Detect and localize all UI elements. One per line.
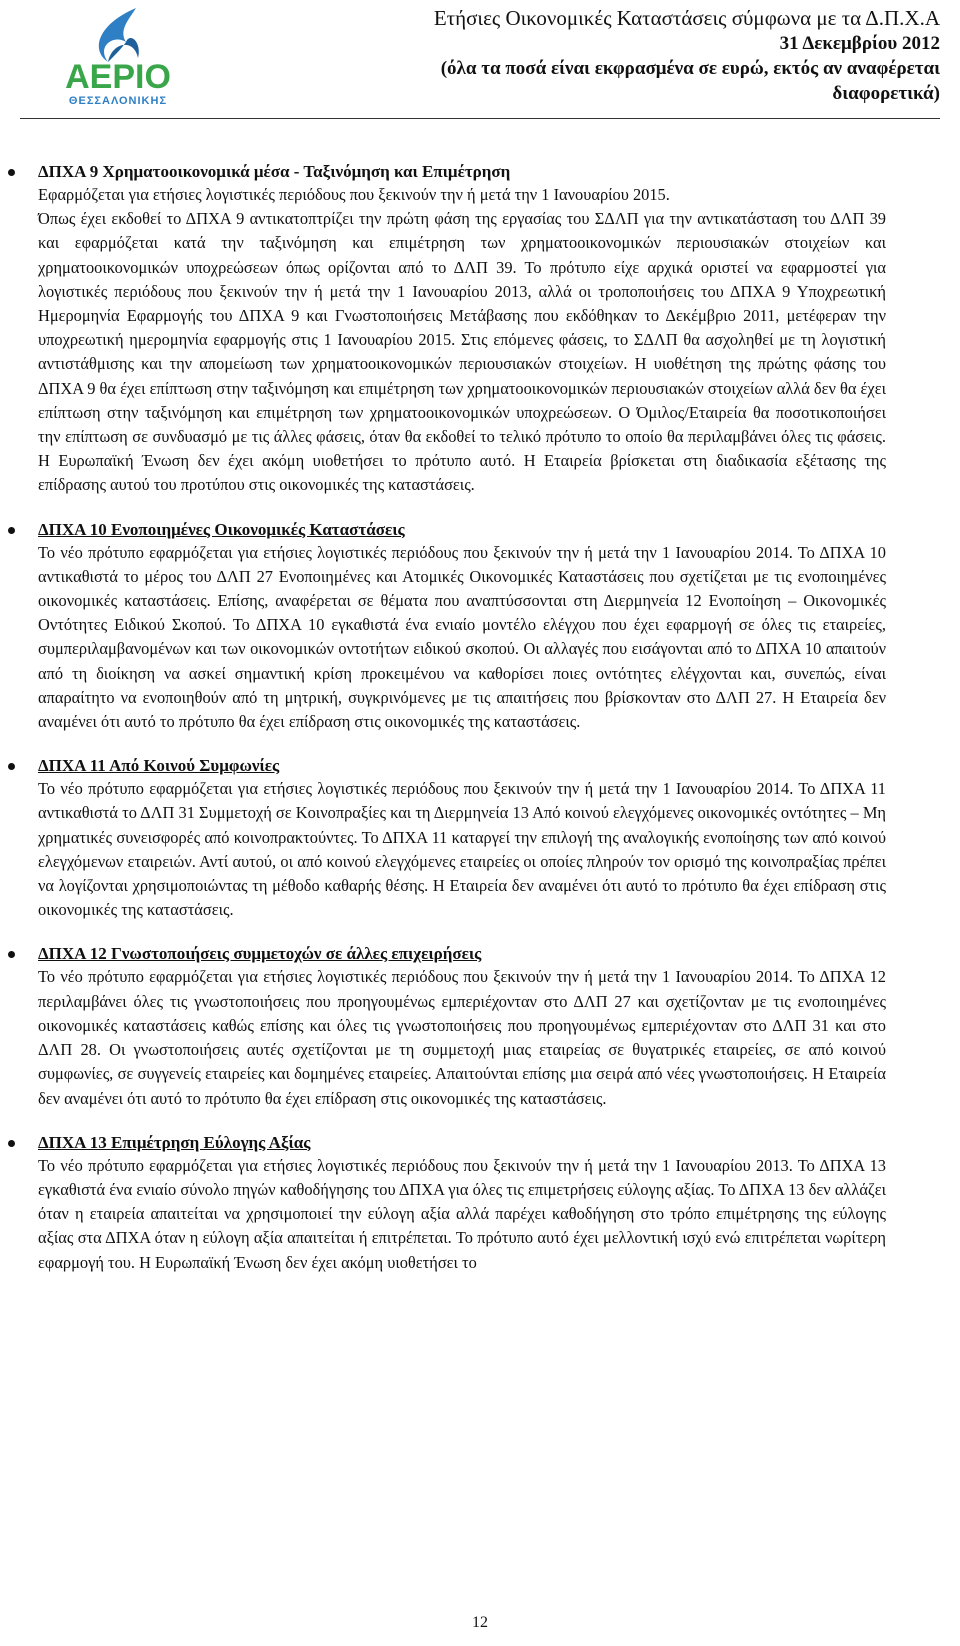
section-title: ΔΠΧΑ 12 Γνωστοποιήσεις συμμετοχών σε άλλες επιχειρήσεις — [38, 944, 482, 964]
section-title: ΔΠΧΑ 13 Επιμέτρηση Εύλογης Αξίας — [38, 1132, 311, 1152]
flame-logo-icon — [38, 2, 198, 112]
company-logo — [38, 2, 198, 112]
section-title: ΔΠΧΑ 11 Από Κοινού Συμφωνίες — [38, 756, 280, 776]
section-body: Όπως έχει εκδοθεί το ΔΠΧΑ 9 αντικατοπτρίζει την πρώτη φάση της εργασίας του ΣΔΛΠ για την αντικατάσταση του ΔΛΠ 39 και εφαρμόζεται κατά την ταξινόμηση και επιμέτρηση των χρηματοοικονομικών περιουσιακών στοιχείων και χρηματοοικονομικών υποχρεώσεων όπως ορίζονται από το ΔΛΠ 39. Το πρότυπο είχε αρχικά οριστεί να εφαρμοστεί για λογιστικές περιόδους που ξεκινούν την ή μετά την 1 Ιανουαρίου 2013, αλλά οι τροποποιήσεις του ΔΠΧΑ 9 Υποχρεωτική Ημερομηνία Εφαρμογής του ΔΠΧΑ 9 και Γνωστοποιήσεις Μετάβασης που εκδόθηκαν το Δεκέμβριο 2011, μετέφεραν την υποχρεωτική ημερομηνία εφαρμογής στις 1 Ιανουαρίου 2015. Στις επόμενες φάσεις, το ΣΔΛΠ θα ασχοληθεί με τη λογιστική αντιστάθμισης και την απομείωση των χρηματοοικονομικών περιουσιακών στοιχείων. Η υιοθέτηση της πρώτης φάσης του ΔΠΧΑ 9 θα έχει επίπτωση στην ταξινόμηση και επιμέτρηση των χρηματοοικονομικών περιουσιακών στοιχείων αλλά δεν θα έχει επίπτωση στην ταξινόμηση και επιμέτρηση των χρηματοοικονομικών υποχρεώσεων. Ο Όμιλος/Εταιρεία θα ποσοτικοποιήσει την επίπτωση σε συνδυασμό με τις άλλες φάσεις, όταν θα εκδοθεί το τελικό πρότυπο το οποίο θα περιλαμβάνει όλες τις φάσεις. Η Ευρωπαϊκή Ένωση δεν έχει ακόμη υιοθετήσει το πρότυπο αυτό. Η Εταιρεία βρίσκεται στη διαδικασία εξέτασης της επίδρασης αυτού του προτύπου στις οικονομικές της καταστάσεις. — [38, 209, 886, 495]
section-body: Το νέο πρότυπο εφαρμόζεται για ετήσιες λογιστικές περιόδους που ξεκινούν την ή μετά την 1 Ιανουαρίου 2014. Το ΔΠΧΑ 12 περιλαμβάνει όλες τις γνωστοποιήσεις που προηγουμένως εμπεριέχονταν στο ΔΛΠ 27 και σχετίζονταν με τις ενοποιημένες οικονομικές καταστάσεις καθώς επίσης και όλες τις γνωστοποιήσεις που προηγουμένως εμπεριέχονταν στο ΔΛΠ 31 και στο ΔΛΠ 28. Οι γνωστοποιήσεις αυτές σχετίζονται με τη συμμετοχή μιας εταιρείας σε θυγατρικές εταιρείες, σε από κοινού συμφωνίες, σε συγγενείς εταιρείες και δομημένες εταιρείες. Απαιτούνται επίσης μια σειρά από νέες γνωστοποιήσεις. Η Εταιρεία δεν αναμένει ότι αυτό το πρότυπο θα έχει επίδραση στις οικονομικές της καταστάσεις. — [38, 967, 886, 1108]
section-body: Το νέο πρότυπο εφαρμόζεται για ετήσιες λογιστικές περιόδους που ξεκινούν την ή μετά την 1 Ιανουαρίου 2013. Το ΔΠΧΑ 13 εγκαθιστά ένα ενιαίο σύνολο πηγών καθοδήγησης του ΔΠΧΑ για όλες τις επιμετρήσεις εύλογης αξίας. Το ΔΠΧΑ 13 δεν αλλάζει όταν η εταιρεία απαιτείται να χρησιμοποιεί την εύλογη αξία αλλά παρέχει καθοδήγηση στο τρόπο επιμέτρησης της εύλογης αξίας στα ΔΠΧΑ όταν η εύλογη αξία απαιτείται ή επιτρέπεται. Το πρότυπο αυτό έχει μελλοντική ισχύ ενώ επιτρέπεται νωρίτερη εφαρμογή του. Η Ευρωπαϊκή Ένωση δεν έχει ακόμη υιοθετήσει το — [38, 1155, 886, 1272]
section-body: Το νέο πρότυπο εφαρμόζεται για ετήσιες λογιστικές περιόδους που ξεκινούν την ή μετά την 1 Ιανουαρίου 2014. Το ΔΠΧΑ 11 αντικαθιστά το ΔΛΠ 31 Συμμετοχή σε Κοινοπραξίες και τη Διερμηνεία 13 Από κοινού ελεγχόμενες οικονομικές οντότητες – Μη χρηματικές συνεισφορές από κοινοπρακτούντες. Το ΔΠΧΑ 11 καταργεί την επιλογή της αναλογικής ενοποίησης των από κοινού ελεγχόμενων εταιρειών. Αντί αυτού, οι από κοινού ελεγχόμενες εταιρείες οι οποίες πληρούν τον ορισμό της κοινοπραξίας πρέπει να λογίζονται χρησιμοποιώντας τη μέθοδο καθαρής θέσης. Η Εταιρεία δεν αναμένει ότι αυτό το πρότυπο θα έχει επίδραση στις οικονομικές της καταστάσεις. — [38, 779, 886, 920]
svg-text:ΘΕΣΣΑΛΟΝΙΚΗΣ: ΘΕΣΣΑΛΟΝΙΚΗΣ — [68, 95, 168, 107]
currency-note-line2: διαφορετικά) — [832, 83, 940, 104]
section-ifrs9 — [38, 160, 886, 498]
section-title: ΔΠΧΑ 9 Χρηματοοικονομικά μέσα - Ταξινόμηση και Επιμέτρηση — [38, 162, 511, 181]
page-number: 12 — [472, 1614, 488, 1631]
bullet-icon — [8, 951, 15, 958]
section-ifrs13 — [38, 1131, 886, 1275]
header-text — [300, 6, 940, 106]
document-date: 31 Δεκεμβρίου 2012 — [779, 33, 940, 54]
section-ifrs11 — [38, 754, 886, 922]
bullet-icon — [8, 169, 15, 176]
page-header — [0, 0, 960, 116]
section-body: Το νέο πρότυπο εφαρμόζεται για ετήσιες λογιστικές περιόδους που ξεκινούν την ή μετά την 1 Ιανουαρίου 2014. Το ΔΠΧΑ 10 αντικαθιστά το μέρος του ΔΛΠ 27 Ενοποιημένες και Ατομικές Οικονομικές Καταστάσεις που σχετίζεται με τις ενοποιημένες οικονομικές καταστάσεις. Επίσης, αναφέρεται σε θέματα που αναπτύσσονται στη Διερμηνεία 12 Ενοποίηση – Οικονομικές Οντότητες Ειδικού Σκοπού. Το ΔΠΧΑ 10 εγκαθιστά ένα ενιαίο μοντέλο ελέγχου που έχει εφαρμογή σε όλες τις εταιρείες, συμπεριλαμβανομένων και των οικονομικών οντοτήτων ειδικού σκοπού. Οι αλλαγές που εισάγονται από το ΔΠΧΑ 10 απαιτούν από τη διοίκηση να ασκεί σημαντική κρίση προκειμένου να καθορίσει ποιες οντότητες ελέγχονται και, συνεπώς, είναι απαραίτητο να ενοποιηθούν από τη μητρική, συγκρινόμενες με τις απαιτήσεις που βρίσκονταν στο ΔΛΠ 27. Η Εταιρεία δεν αναμένει ότι αυτό το πρότυπο θα έχει επίδραση στις οικονομικές της καταστάσεις. — [38, 542, 886, 732]
currency-note-line1: (όλα τα ποσά είναι εκφρασμένα σε ευρώ, εκτός αν αναφέρεται — [440, 58, 940, 79]
document-title: Ετήσιες Οικονομικές Καταστάσεις σύμφωνα με τα Δ.Π.Χ.Α — [433, 6, 940, 30]
section-ifrs12 — [38, 942, 886, 1110]
svg-text:ΑΕΡΙΟ: ΑΕΡΙΟ — [65, 58, 171, 96]
header-divider — [20, 118, 940, 119]
document-body — [38, 160, 886, 1295]
section-lead: Εφαρμόζεται για ετήσιες λογιστικές περιόδους που ξεκινούν την ή μετά την 1 Ιανουαρίου 2015. — [38, 185, 670, 204]
bullet-icon — [8, 1140, 15, 1147]
bullet-icon — [8, 763, 15, 770]
section-ifrs10 — [38, 518, 886, 735]
section-title: ΔΠΧΑ 10 Ενοποιημένες Οικονομικές Καταστάσεις — [38, 519, 405, 539]
bullet-icon — [8, 527, 15, 534]
